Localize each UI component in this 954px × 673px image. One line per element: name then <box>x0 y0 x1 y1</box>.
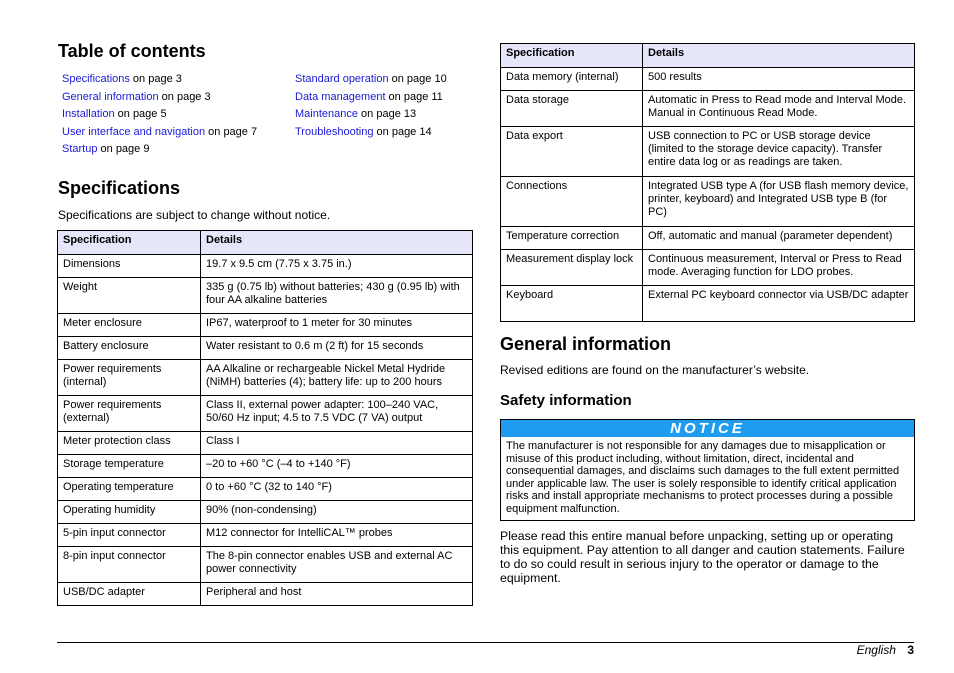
toc-left-column <box>62 71 292 159</box>
table-row <box>501 177 915 227</box>
spec-details-cell: Automatic in Press to Read mode and Interval Mode. Manual in Continuous Read Mode. <box>643 91 915 127</box>
spec-details-cell: Class I <box>201 432 473 455</box>
spec-name-cell: Meter enclosure <box>58 314 201 337</box>
toc-entry <box>295 124 475 142</box>
spec-details-cell: 0 to +60 °C (32 to 140 °F) <box>201 478 473 501</box>
toc-entry <box>295 71 475 89</box>
spec-details-cell: IP67, waterproof to 1 meter for 30 minutes <box>201 314 473 337</box>
spec-name-cell: Battery enclosure <box>58 337 201 360</box>
spec-name-cell: Keyboard <box>501 286 643 322</box>
notice-box <box>500 419 915 521</box>
spec-details-cell: The 8-pin connector enables USB and external AC power connectivity <box>201 547 473 583</box>
spec-name-cell: Operating temperature <box>58 478 201 501</box>
table-row <box>501 227 915 250</box>
table-row <box>58 396 473 432</box>
spec-details-cell: External PC keyboard connector via USB/DC adapter <box>643 286 915 322</box>
table-row <box>501 68 915 91</box>
toc-entry <box>62 124 292 142</box>
footer-rule <box>57 642 914 643</box>
toc-entry <box>62 141 292 159</box>
spec-details-cell: Peripheral and host <box>201 583 473 606</box>
general-information-heading: General information <box>500 334 672 354</box>
table-row <box>58 478 473 501</box>
specifications-intro: Specifications are subject to change without notice. <box>58 208 331 222</box>
spec-details-cell: Integrated USB type A (for USB flash memory device, printer, keyboard) and Integrated USB type B (for PC) <box>643 177 915 227</box>
table-row <box>58 524 473 547</box>
toc-link[interactable]: Data management <box>295 90 386 103</box>
spec-name-cell: Meter protection class <box>58 432 201 455</box>
spec-name-cell: Data storage <box>501 91 643 127</box>
toc-page-ref: on page 11 <box>385 90 443 103</box>
spec-name-cell: USB/DC adapter <box>58 583 201 606</box>
header-specification: Specification <box>501 44 643 68</box>
general-intro: Revised editions are found on the manufacturer’s website. <box>500 363 810 377</box>
spec-details-cell: –20 to +60 °C (–4 to +140 °F) <box>201 455 473 478</box>
spec-details-cell: Water resistant to 0.6 m (2 ft) for 15 seconds <box>201 337 473 360</box>
table-row <box>58 360 473 396</box>
toc-link[interactable]: Installation <box>62 108 115 121</box>
table-row <box>58 583 473 606</box>
table-row <box>58 432 473 455</box>
spec-name-cell: 5-pin input connector <box>58 524 201 547</box>
table-row <box>58 455 473 478</box>
toc-link[interactable]: Standard operation <box>295 73 389 85</box>
spec-details-cell: M12 connector for IntelliCAL™ probes <box>201 524 473 547</box>
spec-name-cell: Power requirements (internal) <box>58 360 201 396</box>
toc-page-ref: on page 7 <box>205 125 258 138</box>
table-row <box>58 255 473 278</box>
specifications-heading: Specifications <box>58 178 181 198</box>
toc-link[interactable]: General information <box>62 90 159 103</box>
table-row <box>58 314 473 337</box>
toc-page-ref: on page 9 <box>97 143 150 156</box>
spec-details-cell: 90% (non-condensing) <box>201 501 473 524</box>
notice-text: The manufacturer is not responsible for any damages due to misapplication or misuse of this product including, without limitation, direct, incidental and consequential damages, and disclaims such damages to the full extent permitted under applicable law. The user is solely responsible to identify critical application risks and install appropriate mechanisms to protect processes during a possible equipment malfunction. <box>506 440 900 515</box>
spec-details-cell: USB connection to PC or USB storage device (limited to the storage device capacity). Transfer entire data log or as readings are taken. <box>643 127 915 177</box>
table-header-row <box>58 231 473 255</box>
table-row <box>58 501 473 524</box>
toc-title: Table of contents <box>58 41 206 61</box>
toc-link[interactable]: Startup <box>62 143 98 156</box>
toc-link[interactable]: User interface and navigation <box>62 125 206 138</box>
spec-details-cell: AA Alkaline or rechargeable Nickel Metal Hydride (NiMH) batteries (4); battery life: up to 200 hours <box>201 360 473 396</box>
spec-name-cell: Data memory (internal) <box>501 68 643 91</box>
spec-details-cell: Off, automatic and manual (parameter dependent) <box>643 227 915 250</box>
spec-name-cell: Weight <box>58 278 201 314</box>
spec-name-cell: Operating humidity <box>58 501 201 524</box>
table-row <box>501 286 915 322</box>
table-row <box>501 250 915 286</box>
toc-page-ref: on page 10 <box>388 73 447 85</box>
toc-page-ref: on page 13 <box>358 108 417 121</box>
header-details: Details <box>643 44 915 68</box>
header-details: Details <box>201 231 473 255</box>
toc-page-ref: on page 14 <box>373 125 432 138</box>
toc-page-ref: on page 3 <box>158 90 211 103</box>
toc-page-ref: on page 5 <box>114 108 167 121</box>
toc-page-ref: on page 3 <box>129 73 182 85</box>
spec-details-cell: Continuous measurement, Interval or Press to Read mode. Averaging function for LDO probes. <box>643 250 915 286</box>
toc-link[interactable]: Troubleshooting <box>295 125 374 138</box>
spec-name-cell: Measurement display lock <box>501 250 643 286</box>
spec-details-cell: 335 g (0.75 lb) without batteries; 430 g (0.95 lb) with four AA alkaline batteries <box>201 278 473 314</box>
footer <box>857 643 914 657</box>
table-row <box>58 337 473 360</box>
toc-link[interactable]: Maintenance <box>295 108 358 121</box>
table-row <box>58 547 473 583</box>
toc-entry <box>62 106 292 124</box>
footer-language: English <box>856 643 896 657</box>
page-number: 3 <box>907 643 914 657</box>
spec-name-cell: 8-pin input connector <box>58 547 201 583</box>
spec-name-cell: Data export <box>501 127 643 177</box>
spec-name-cell: Power requirements (external) <box>58 396 201 432</box>
spec-name-cell: Connections <box>501 177 643 227</box>
spec-details-cell: 19.7 x 9.5 cm (7.75 x 3.75 in.) <box>201 255 473 278</box>
table-row <box>58 278 473 314</box>
table-header-row <box>501 44 915 68</box>
toc-entry <box>62 89 292 107</box>
spec-name-cell: Temperature correction <box>501 227 643 250</box>
toc-entry <box>295 106 475 124</box>
header-specification: Specification <box>58 231 201 255</box>
toc-right-column <box>295 71 475 141</box>
read-manual-paragraph: Please read this entire manual before unpacking, setting up or operating this equipment. Pay attention to all danger and caution statements. Failure to do so could result in serious injury to the operator or damage to the equipment. <box>500 529 905 585</box>
toc-entry <box>62 71 292 89</box>
toc-entry <box>295 89 475 107</box>
spec-name-cell: Storage temperature <box>58 455 201 478</box>
spec-details-cell: 500 results <box>643 68 915 91</box>
table-row <box>501 91 915 127</box>
spec-table-right <box>500 43 915 322</box>
spec-table-left <box>57 230 473 606</box>
table-row <box>501 127 915 177</box>
spec-details-cell: Class II, external power adapter: 100–240 VAC, 50/60 Hz input; 4.5 to 7.5 VDC (7 VA) output <box>201 396 473 432</box>
spec-name-cell: Dimensions <box>58 255 201 278</box>
toc-link[interactable]: Specifications <box>62 73 130 85</box>
notice-label: NOTICE <box>501 420 914 437</box>
safety-information-heading: Safety information <box>500 392 632 409</box>
